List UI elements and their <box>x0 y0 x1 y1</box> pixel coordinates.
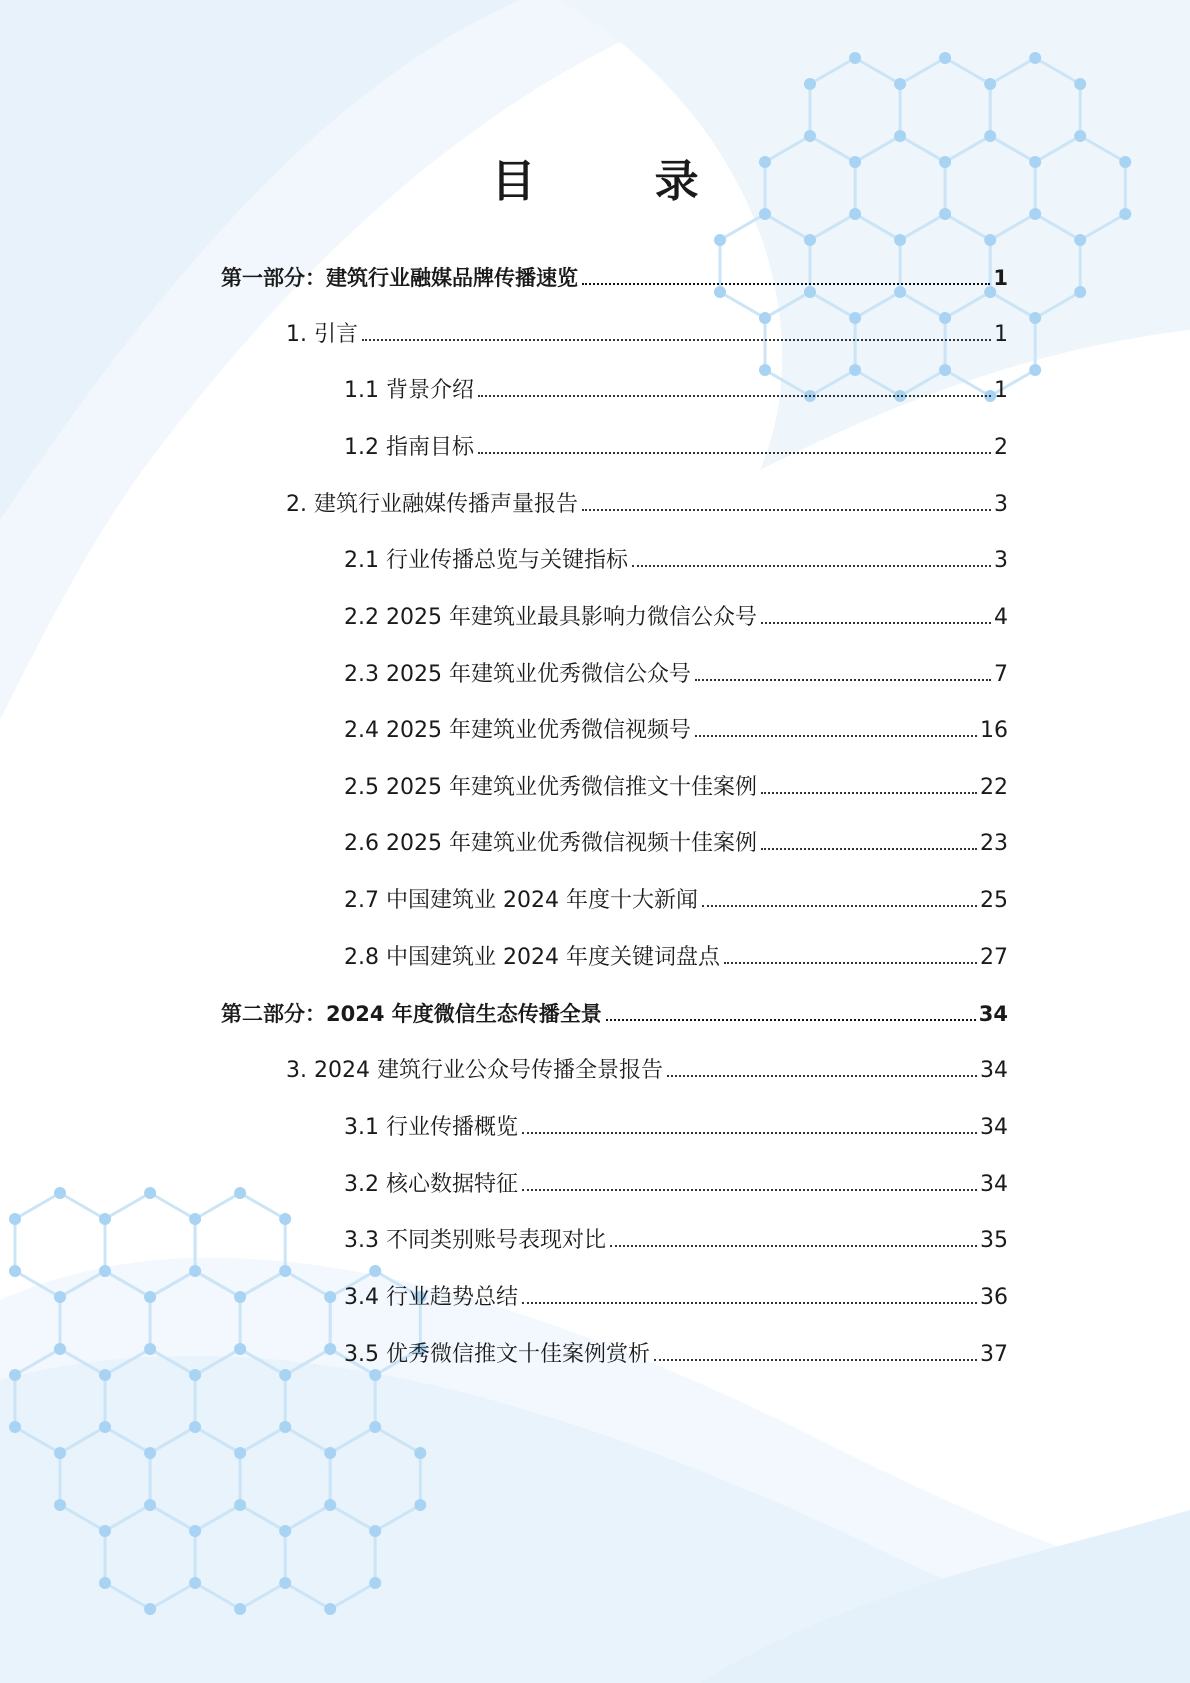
page-title: 目 录 <box>491 156 751 207</box>
toc-entry-page: 34 <box>980 1172 1008 1197</box>
toc-entry[interactable] <box>344 1112 1008 1144</box>
toc-dot-leader <box>761 792 977 794</box>
toc-entry-page: 1 <box>994 378 1008 403</box>
toc-entry[interactable] <box>344 772 1008 804</box>
toc-part-entry[interactable] <box>221 998 1008 1030</box>
toc-entry-label: 2.4 2025 年建筑业优秀微信视频号 <box>344 718 691 743</box>
toc-entry[interactable] <box>344 1339 1008 1371</box>
toc-entry[interactable] <box>344 1169 1008 1201</box>
toc-entry-label: 2. 建筑行业融媒传播声量报告 <box>286 492 578 517</box>
toc-entry[interactable] <box>286 1055 1008 1087</box>
toc-dot-leader <box>606 1019 976 1021</box>
toc-entry-page: 34 <box>980 1115 1008 1140</box>
toc-dot-leader <box>761 622 991 624</box>
toc-part-entry[interactable] <box>221 262 1008 294</box>
toc-entry[interactable] <box>344 715 1008 747</box>
toc-entry-page: 37 <box>980 1342 1008 1367</box>
toc-entry-page: 25 <box>980 888 1008 913</box>
toc-dot-leader <box>695 735 977 737</box>
toc-entry[interactable] <box>344 1225 1008 1257</box>
toc-dot-leader <box>582 283 990 285</box>
toc-entry-page: 4 <box>994 605 1008 630</box>
toc-entry[interactable] <box>344 828 1008 860</box>
toc-dot-leader <box>478 395 991 397</box>
toc-entry[interactable] <box>286 319 1008 351</box>
toc-entry-page: 1 <box>993 266 1008 290</box>
toc-dot-leader <box>702 905 977 907</box>
toc-dot-leader <box>478 452 991 454</box>
toc-dot-leader <box>654 1359 977 1361</box>
toc-entry-label: 3.1 行业传播概览 <box>344 1115 518 1140</box>
toc-entry-page: 7 <box>994 662 1008 687</box>
toc-entry[interactable] <box>344 432 1008 464</box>
toc-dot-leader <box>667 1075 977 1077</box>
toc-entry-label: 2.1 行业传播总览与关键指标 <box>344 548 628 573</box>
toc-entry-page: 34 <box>980 1058 1008 1083</box>
toc-entry-label: 第二部分：2024 年度微信生态传播全景 <box>221 1002 602 1026</box>
toc-entry-page: 23 <box>980 831 1008 856</box>
toc-entry-page: 2 <box>994 435 1008 460</box>
toc-entry-label: 第一部分：建筑行业融媒品牌传播速览 <box>221 266 578 290</box>
toc-entry-page: 35 <box>980 1228 1008 1253</box>
toc-entry-page: 27 <box>980 945 1008 970</box>
toc-entry-page: 34 <box>978 1002 1008 1026</box>
toc-dot-leader <box>522 1189 977 1191</box>
toc-dot-leader <box>761 848 977 850</box>
toc-dot-leader <box>695 679 991 681</box>
toc-entry-page: 22 <box>980 775 1008 800</box>
toc-entry-page: 3 <box>994 492 1008 517</box>
toc-entry[interactable] <box>344 885 1008 917</box>
toc-entry-page: 16 <box>980 718 1008 743</box>
toc-entry-label: 1.2 指南目标 <box>344 435 474 460</box>
toc-entry[interactable] <box>286 489 1008 521</box>
toc-entry-label: 1.1 背景介绍 <box>344 378 474 403</box>
toc-dot-leader <box>610 1245 977 1247</box>
toc-entry-label: 2.5 2025 年建筑业优秀微信推文十佳案例 <box>344 775 757 800</box>
toc-entry-label: 3.3 不同类别账号表现对比 <box>344 1228 606 1253</box>
toc-entry[interactable] <box>344 545 1008 577</box>
toc-dot-leader <box>522 1132 977 1134</box>
toc-entry[interactable] <box>344 942 1008 974</box>
toc-entry-label: 3. 2024 建筑行业公众号传播全景报告 <box>286 1058 663 1083</box>
toc-entry-label: 2.7 中国建筑业 2024 年度十大新闻 <box>344 888 698 913</box>
toc-dot-leader <box>582 509 991 511</box>
toc-dot-leader <box>362 339 991 341</box>
toc-dot-leader <box>724 962 977 964</box>
toc-entry-page: 1 <box>994 322 1008 347</box>
toc-entry[interactable] <box>344 375 1008 407</box>
toc-entry-label: 1. 引言 <box>286 322 358 347</box>
toc-entry-label: 2.6 2025 年建筑业优秀微信视频十佳案例 <box>344 831 757 856</box>
toc-entry-label: 2.8 中国建筑业 2024 年度关键词盘点 <box>344 945 720 970</box>
toc-entry[interactable] <box>344 659 1008 691</box>
toc-entry-label: 2.3 2025 年建筑业优秀微信公众号 <box>344 662 691 687</box>
toc-entry-label: 2.2 2025 年建筑业最具影响力微信公众号 <box>344 605 757 630</box>
toc-entry-page: 36 <box>980 1285 1008 1310</box>
toc-entry[interactable] <box>344 602 1008 634</box>
toc-entry[interactable] <box>344 1282 1008 1314</box>
toc-dot-leader <box>632 565 991 567</box>
toc-entry-label: 3.4 行业趋势总结 <box>344 1285 518 1310</box>
toc-entry-page: 3 <box>994 548 1008 573</box>
toc-dot-leader <box>522 1302 977 1304</box>
toc-entry-label: 3.2 核心数据特征 <box>344 1172 518 1197</box>
toc-entry-label: 3.5 优秀微信推文十佳案例赏析 <box>344 1342 650 1367</box>
